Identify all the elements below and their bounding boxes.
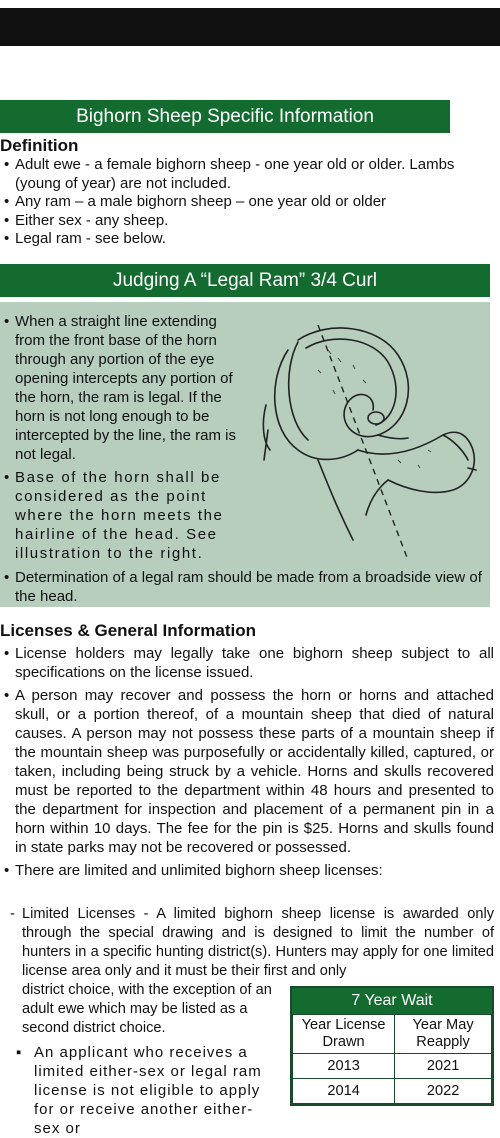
list-item: • Base of the horn shall be considered as the point where the horn meets the hairline of the head. See illustration to the right. xyxy=(0,468,250,563)
list-item: • There are limited and unlimited bighorn sheep licenses: xyxy=(0,861,494,880)
list-item: • Adult ewe - a female bighorn sheep - one year old or older. Lambs (young of year) are not included. xyxy=(0,156,480,193)
list-item: • Either sex - any sheep. xyxy=(0,212,480,231)
definition-heading: Definition xyxy=(0,136,79,155)
limited-licenses-text: Limited Licenses - A limited bighorn sheep license is awarded only through the special drawing and is designed to limit the number of hunters in a specific hunting district(s). Hunters may apply for one limited license area only and it must be their first and only xyxy=(22,906,494,979)
licenses-heading: Licenses & General Information xyxy=(0,621,257,640)
table-cell: 2014 xyxy=(293,1079,395,1104)
nested-item-text: An applicant who receives a limited either-sex or legal ram license is not eligible to apply for or receive another either-sex or xyxy=(34,1044,262,1137)
top-bar xyxy=(0,8,500,46)
definition-list xyxy=(0,156,480,249)
wait-table-grid xyxy=(292,1014,492,1104)
section-title-bighorn: Bighorn Sheep Specific Information xyxy=(0,100,450,133)
list-item: • A person may recover and possess the horn or horns and attached skull, or a portion thereof, of a mountain sheep that died of natural causes. A person may not possess these parts of a mountain sheep if the mountain sheep was purposefully or accidentally killed, captured, or taken, including being struck by a vehicle. Horns and skulls recovered must be reported to the department within 48 hours and presented to the department for inspection and placement of a permanent pin in a horn within 10 days. The fee for the pin is $25. Horns and skulls found in state parks may not be recovered or possessed. xyxy=(0,686,494,857)
table-title: 7 Year Wait xyxy=(292,988,492,1014)
table-cell: 2013 xyxy=(293,1054,395,1079)
square-bullet-icon: ▪ xyxy=(16,1044,23,1061)
table-header-row xyxy=(293,1015,492,1054)
judging-list xyxy=(0,312,250,567)
list-item: • Legal ram - see below. xyxy=(0,230,480,249)
licenses-list xyxy=(0,644,494,884)
section-title-judging: Judging A “Legal Ram” 3/4 Curl xyxy=(0,264,490,297)
table-cell: 2022 xyxy=(395,1079,492,1104)
table-row xyxy=(293,1054,492,1079)
limited-licenses-item xyxy=(10,905,494,981)
ram-head-illustration-icon xyxy=(258,310,490,565)
list-item: • Any ram – a male bighorn sheep – one year old or older xyxy=(0,193,480,212)
limited-licenses-continued: district choice, with the exception of an adult ewe which may be listed as a second district choice. xyxy=(22,982,272,1036)
list-item: • License holders may legally take one bighorn sheep subject to all specifications on the license issued. xyxy=(0,644,494,682)
table-row xyxy=(293,1079,492,1104)
seven-year-wait-table xyxy=(290,986,494,1106)
dash-marker: - xyxy=(10,906,15,922)
table-cell: 2021 xyxy=(395,1054,492,1079)
list-item: • Determination of a legal ram should be made from a broadside view of the head. xyxy=(0,568,490,606)
column-header: Year License Drawn xyxy=(293,1015,395,1054)
nested-list-item xyxy=(16,1043,278,1138)
judging-wide-list xyxy=(0,568,490,606)
list-item: • When a straight line extending from the front base of the horn through any portion of the eye opening intercepts any portion of the horn, the ram is legal. If the horn is not long enough to be intercepted by the line, the ram is not legal. xyxy=(0,312,250,464)
column-header: Year May Reapply xyxy=(395,1015,492,1054)
